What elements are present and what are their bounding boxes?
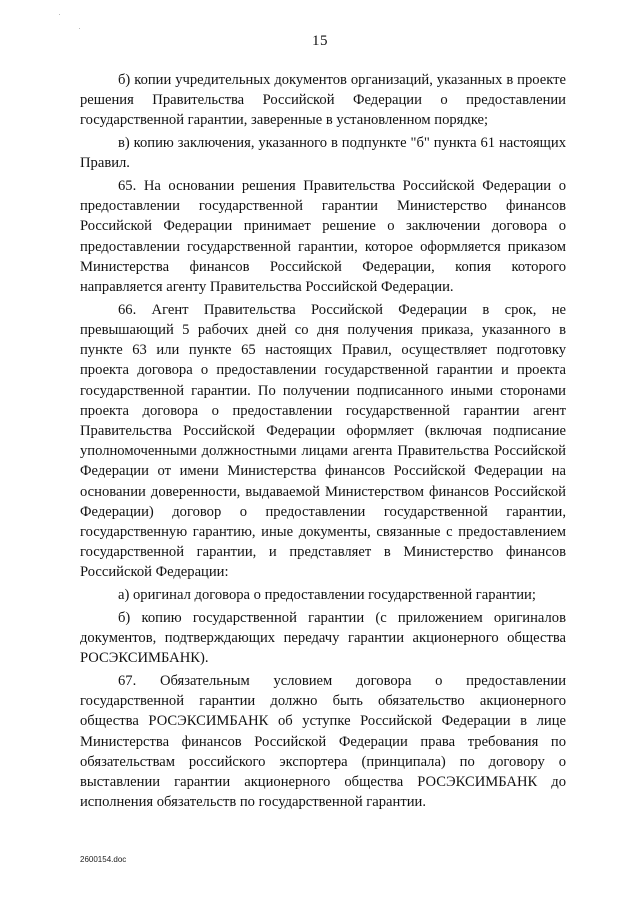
paragraph-66: 66. Агент Правительства Российской Федерации в срок, не превышающий 5 рабочих дней со дня получения приказа, указанного в пункте 63 или пункте 65 настоящих Правил, осуществляет подготовку проекта договора о предоставлении государственной гарантии и проекта государственной гарантии. По получении подписанного иными сторонами проекта договора о предоставлении государственной гарантии агент Правительства Российской Федерации оформляет (включая подписание уполномоченными должностными лицами агента Правительства Российской Федерации от имени Министерства финансов Российской Федерации на основании доверенности, выдаваемой Министерством финансов Российской Федерации) договор о предоставлении государственной гарантии, государственную гарантию, иные документы, связанные с предоставлением государственной гарантии, и представляет в Министерство финансов Российской Федерации: xyxy=(80,301,566,581)
scan-speck xyxy=(79,28,80,29)
scan-speck xyxy=(59,14,60,15)
paragraph-65: 65. На основании решения Правительства Российской Федерации о предоставлении государственной гарантии Министерство финансов Российской Федерации принимает решение о заключении договора о предоставлении государственной гарантии, которое оформляется приказом Министерства финансов Российской Федерации, копия которого направляется агенту Правительства Российской Федерации. xyxy=(80,178,566,296)
document-file-code: 2600154.doc xyxy=(80,855,127,864)
paragraph-66-b: б) копию государственной гарантии (с приложением оригиналов документов, подтверждающих передачу гарантии акционерного общества РОСЭКСИМБАНК). xyxy=(80,609,566,667)
paragraph-66-a: а) оригинал договора о предоставлении государственной гарантии; xyxy=(118,587,536,604)
document-body xyxy=(80,70,566,815)
paragraph-64-v: в) копию заключения, указанного в подпункте "б" пункта 61 настоящих Правил. xyxy=(80,135,566,172)
paragraph-67: 67. Обязательным условием договора о предоставлении государственной гарантии должно быть обязательство акционерного общества РОСЭКСИМБАНК об уступке Российской Федерации в лице Министерства финансов Российской Федерации права требования по обязательствам российского экспортера (принципала) по договору о выставлении гарантии акционерного общества РОСЭКСИМБАНК до исполнения обязательств по государственной гарантии. xyxy=(80,672,566,811)
page-number: 15 xyxy=(312,33,328,49)
paragraph-64-b: б) копии учредительных документов организаций, указанных в проекте решения Правительства Российской Федерации о предоставлении государственной гарантии, заверенные в установленном порядке; xyxy=(80,72,566,129)
